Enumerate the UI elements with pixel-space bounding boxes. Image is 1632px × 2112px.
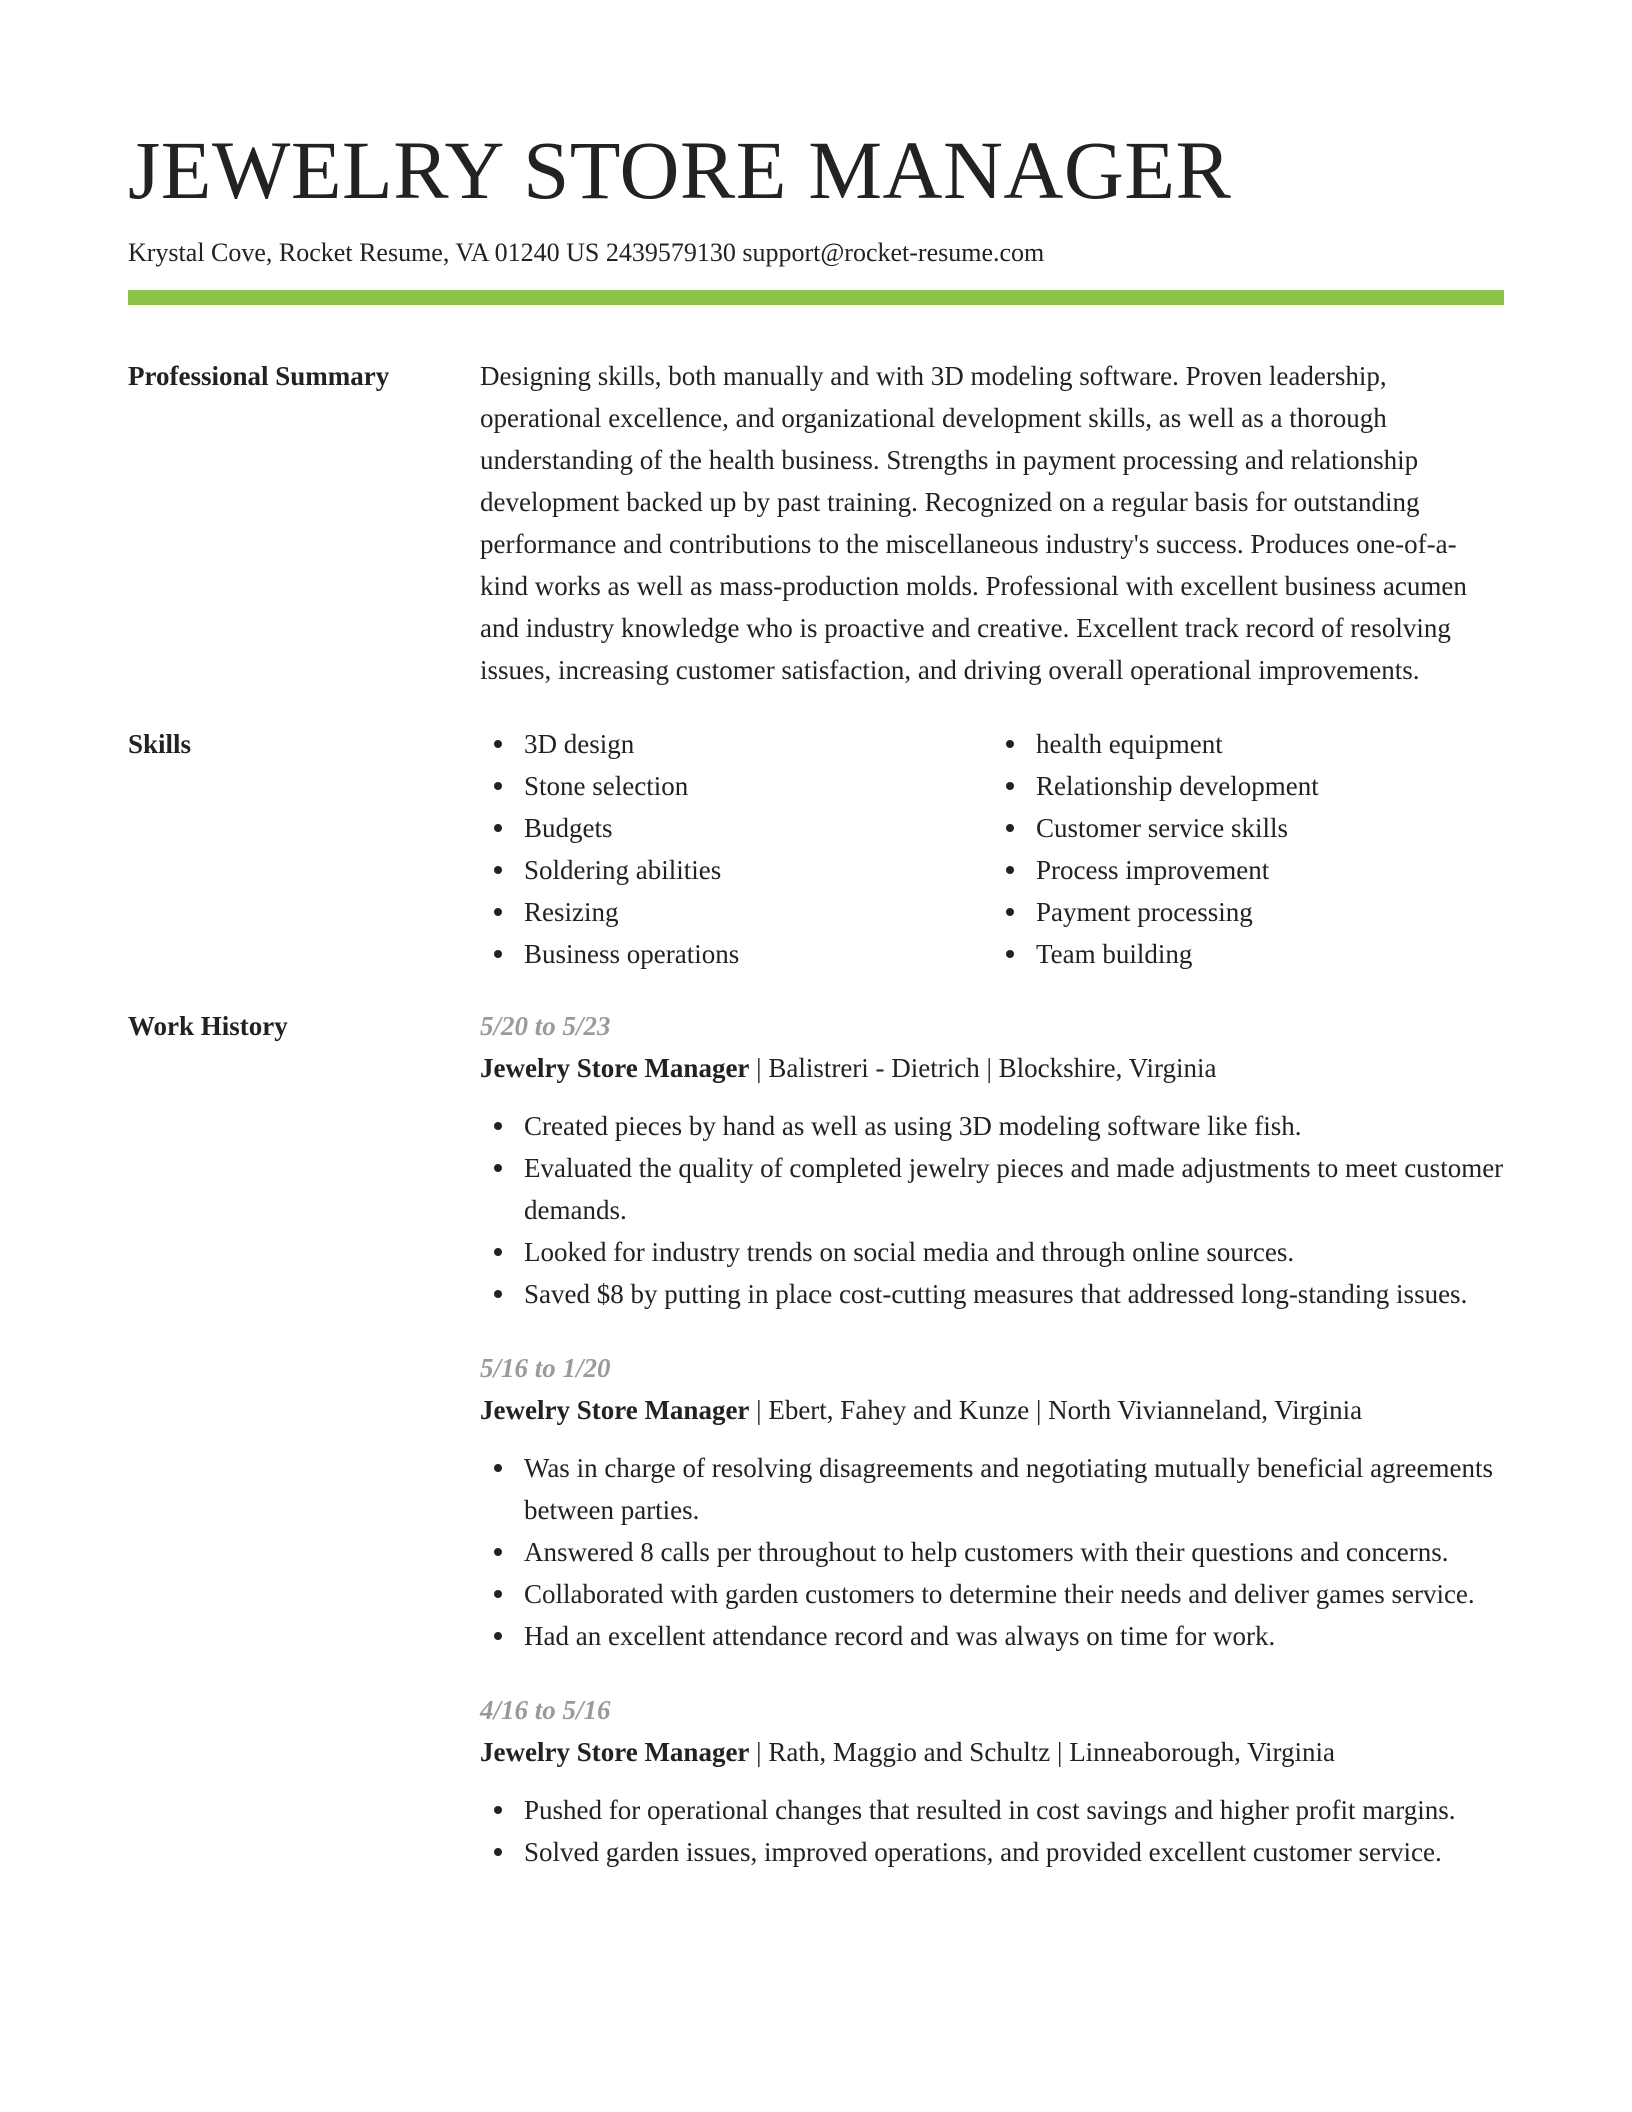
job-entry	[480, 1005, 1504, 1315]
duty-item: Looked for industry trends on social media and through online sources.	[524, 1231, 1504, 1273]
job-duties	[480, 1447, 1504, 1657]
job-details: | Ebert, Fahey and Kunze | North Vivianneland, Virginia	[749, 1395, 1363, 1425]
skill-item: Resizing	[524, 891, 992, 933]
job-title: Jewelry Store Manager	[480, 1053, 750, 1083]
skills-section	[128, 723, 1504, 975]
duty-item: Pushed for operational changes that resulted in cost savings and higher profit margins.	[524, 1789, 1504, 1831]
job-heading	[480, 1731, 1504, 1773]
job-duties	[480, 1789, 1504, 1873]
skill-item: Process improvement	[1036, 849, 1504, 891]
duty-item: Was in charge of resolving disagreements and negotiating mutually beneficial agreements between parties.	[524, 1447, 1504, 1531]
skill-item: Team building	[1036, 933, 1504, 975]
job-dates: 5/20 to 5/23	[480, 1011, 611, 1041]
work-history-section	[128, 1005, 1504, 1905]
work-history-label: Work History	[128, 1011, 288, 1041]
duty-item: Created pieces by hand as well as using 3D modeling software like fish.	[524, 1105, 1504, 1147]
skill-item: Payment processing	[1036, 891, 1504, 933]
summary-text: Designing skills, both manually and with 3D modeling software. Proven leadership, operational excellence, and organizational development skills, as well as a thorough understanding of the health business. Strengths in payment processing and relationship development backed up by past training. Recognized on a regular basis for outstanding performance and contributions to the miscellaneous industry's success. Produces one-of-a-kind works as well as mass-production molds. Professional with excellent business acumen and industry knowledge who is proactive and creative. Excellent track record of resolving issues, increasing customer satisfaction, and driving overall operational improvements.	[480, 361, 1467, 685]
job-title: Jewelry Store Manager	[480, 1395, 750, 1425]
skill-item: 3D design	[524, 723, 992, 765]
job-heading	[480, 1389, 1504, 1431]
job-heading	[480, 1047, 1504, 1089]
skill-item: health equipment	[1036, 723, 1504, 765]
skill-item: Stone selection	[524, 765, 992, 807]
job-title: Jewelry Store Manager	[480, 1737, 750, 1767]
job-details: | Balistreri - Dietrich | Blockshire, Virginia	[749, 1053, 1217, 1083]
skills-label: Skills	[128, 729, 192, 759]
duty-item: Solved garden issues, improved operations, and provided excellent customer service.	[524, 1831, 1504, 1873]
job-details: | Rath, Maggio and Schultz | Linneaborough, Virginia	[749, 1737, 1336, 1767]
skills-list-right	[992, 723, 1504, 975]
job-entry	[480, 1347, 1504, 1657]
resume-page	[128, 0, 1504, 1905]
job-duties	[480, 1105, 1504, 1315]
summary-label: Professional Summary	[128, 361, 390, 391]
duty-item: Answered 8 calls per throughout to help customers with their questions and concerns.	[524, 1531, 1504, 1573]
header-divider	[128, 290, 1504, 305]
duty-item: Evaluated the quality of completed jewelry pieces and made adjustments to meet customer demands.	[524, 1147, 1504, 1231]
job-dates: 5/16 to 1/20	[480, 1353, 611, 1383]
skills-list-left	[480, 723, 992, 975]
resume-title: JEWELRY STORE MANAGER	[128, 124, 1232, 216]
duty-item: Saved $8 by putting in place cost-cutting measures that addressed long-standing issues.	[524, 1273, 1504, 1315]
job-dates: 4/16 to 5/16	[480, 1695, 611, 1725]
duty-item: Had an excellent attendance record and was always on time for work.	[524, 1615, 1504, 1657]
duty-item: Collaborated with garden customers to determine their needs and deliver games service.	[524, 1573, 1504, 1615]
contact-line: Krystal Cove, Rocket Resume, VA 01240 US 2439579130 support@rocket-resume.com	[128, 238, 1045, 267]
skill-item: Customer service skills	[1036, 807, 1504, 849]
skill-item: Budgets	[524, 807, 992, 849]
skill-item: Soldering abilities	[524, 849, 992, 891]
skill-item: Relationship development	[1036, 765, 1504, 807]
job-entry	[480, 1689, 1504, 1873]
skill-item: Business operations	[524, 933, 992, 975]
summary-section	[128, 355, 1504, 691]
